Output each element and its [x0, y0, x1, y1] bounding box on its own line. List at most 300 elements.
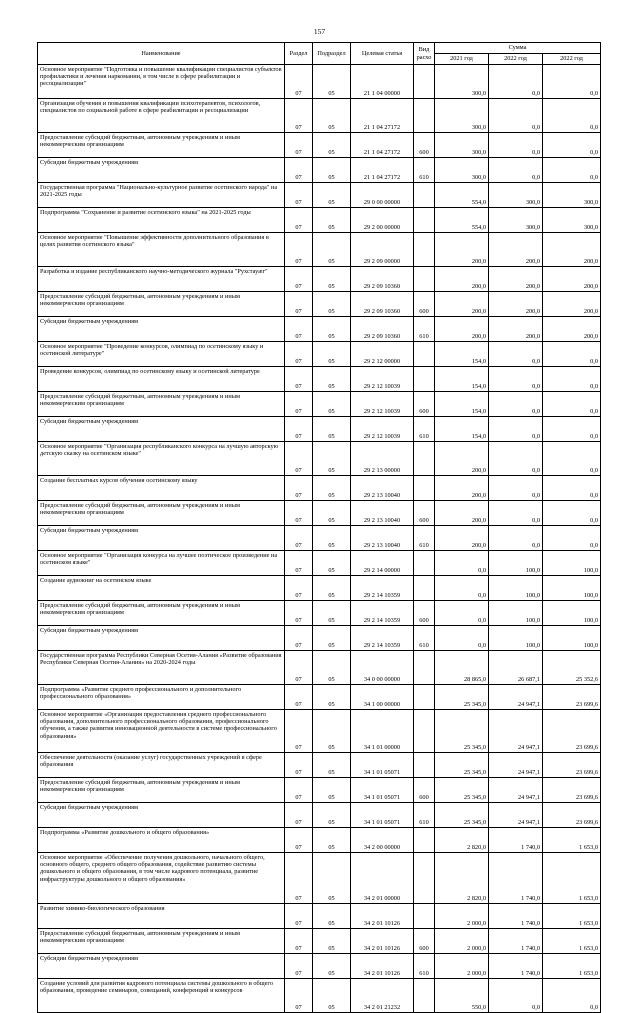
cell-target-article: 34 1 01 00000: [351, 710, 414, 753]
cell-section: 07: [285, 710, 313, 753]
cell-section: 07: [285, 651, 313, 685]
header-name: Наименование: [38, 43, 285, 65]
cell-target-article: 34 1 00 00000: [351, 685, 414, 710]
cell-sum-2022: 200,0: [489, 233, 543, 267]
cell-name: Подпрограмма «Развитие среднего профессионального и дополнительного профессионального образования»: [38, 685, 285, 710]
cell-sum-2022: 0,0: [489, 501, 543, 526]
cell-expense-type: [414, 442, 435, 476]
cell-sum-2022-b: 300,0: [543, 183, 601, 208]
table-row: [38, 99, 601, 133]
cell-expense-type: 610: [414, 526, 435, 551]
cell-expense-type: [414, 183, 435, 208]
cell-subsection: 05: [313, 954, 351, 979]
cell-target-article: 34 2 01 10126: [351, 929, 414, 954]
cell-sum-2022-b: 200,0: [543, 292, 601, 317]
cell-target-article: 29 2 14 10359: [351, 626, 414, 651]
cell-target-article: 29 2 13 10040: [351, 501, 414, 526]
cell-name: Предоставление субсидий бюджетным, автономным учреждениям и иным некоммерческим организациям: [38, 501, 285, 526]
cell-sum-2022: 0,0: [489, 442, 543, 476]
cell-expense-type: [414, 551, 435, 576]
cell-sum-2022: 26 687,1: [489, 651, 543, 685]
cell-sum-2022-b: 23 699,6: [543, 778, 601, 803]
cell-name: Основное мероприятие «Организация предоставления среднего профессионального образования, дополнительного профессионального образования, профессионального обучения, а также развития инновационной деятельности в системе профессионального образования»: [38, 710, 285, 753]
cell-subsection: 05: [313, 753, 351, 778]
cell-section: 07: [285, 99, 313, 133]
table-row: [38, 476, 601, 501]
table-row: [38, 929, 601, 954]
cell-subsection: 05: [313, 208, 351, 233]
cell-sum-2021: 200,0: [435, 476, 489, 501]
table-row: [38, 576, 601, 601]
table-row: [38, 778, 601, 803]
cell-sum-2022-b: 23 699,6: [543, 803, 601, 828]
cell-sum-2021: 300,0: [435, 99, 489, 133]
cell-section: 07: [285, 551, 313, 576]
cell-section: 07: [285, 979, 313, 1013]
cell-subsection: 05: [313, 803, 351, 828]
header-subsection: Подраздел: [313, 43, 351, 65]
cell-expense-type: [414, 710, 435, 753]
cell-name: Основное мероприятие "Организация республиканского конкурса на лучшую авторскую детскую сказку на осетинском языке": [38, 442, 285, 476]
budget-table: [37, 42, 601, 1013]
cell-sum-2022-b: 1 653,0: [543, 828, 601, 853]
cell-target-article: 34 2 01 21232: [351, 979, 414, 1013]
cell-target-article: 21 1 04 27172: [351, 133, 414, 158]
cell-sum-2021: 25 345,0: [435, 685, 489, 710]
table-row: [38, 853, 601, 904]
cell-sum-2021: 0,0: [435, 551, 489, 576]
cell-name: Субсидии бюджетным учреждениям: [38, 317, 285, 342]
cell-sum-2022: 0,0: [489, 133, 543, 158]
cell-target-article: 29 2 09 10360: [351, 292, 414, 317]
cell-sum-2022: 0,0: [489, 342, 543, 367]
cell-sum-2021: 154,0: [435, 367, 489, 392]
cell-section: 07: [285, 233, 313, 267]
cell-sum-2021: 200,0: [435, 501, 489, 526]
cell-sum-2022: 100,0: [489, 626, 543, 651]
cell-section: 07: [285, 65, 313, 99]
cell-name: Субсидии бюджетным учреждениям: [38, 158, 285, 183]
cell-sum-2021: 300,0: [435, 65, 489, 99]
cell-sum-2021: 0,0: [435, 626, 489, 651]
cell-subsection: 05: [313, 651, 351, 685]
cell-name: Предоставление субсидий бюджетным, автономным учреждениям и иным некоммерческим организациям: [38, 929, 285, 954]
cell-target-article: 29 2 12 00000: [351, 342, 414, 367]
cell-sum-2021: 25 345,0: [435, 803, 489, 828]
cell-target-article: 29 2 14 00000: [351, 551, 414, 576]
cell-section: 07: [285, 853, 313, 904]
table-row: [38, 233, 601, 267]
table-row: [38, 710, 601, 753]
cell-expense-type: [414, 576, 435, 601]
cell-subsection: 05: [313, 367, 351, 392]
cell-sum-2021: 0,0: [435, 576, 489, 601]
cell-section: 07: [285, 342, 313, 367]
cell-subsection: 05: [313, 317, 351, 342]
table-body: [38, 65, 601, 1013]
cell-name: Основное мероприятие "Подготовка и повышение квалификации специалистов субъектов профилактики и лечения наркомании, в том числе в сфере реабилитации и ресоциализации": [38, 65, 285, 99]
cell-sum-2021: 200,0: [435, 442, 489, 476]
cell-expense-type: [414, 904, 435, 929]
cell-target-article: 34 1 01 05071: [351, 778, 414, 803]
cell-target-article: 21 1 04 27172: [351, 99, 414, 133]
cell-section: 07: [285, 501, 313, 526]
table-row: [38, 267, 601, 292]
cell-expense-type: [414, 853, 435, 904]
cell-subsection: 05: [313, 626, 351, 651]
cell-sum-2022-b: 100,0: [543, 601, 601, 626]
cell-target-article: 21 1 04 27172: [351, 158, 414, 183]
cell-name: Основное мероприятие "Проведение конкурсов, олимпиад по осетинскому языку и осетинской литературе": [38, 342, 285, 367]
cell-subsection: 05: [313, 342, 351, 367]
cell-sum-2022: 200,0: [489, 292, 543, 317]
cell-section: 07: [285, 292, 313, 317]
cell-subsection: 05: [313, 979, 351, 1013]
cell-expense-type: [414, 65, 435, 99]
cell-sum-2022: 300,0: [489, 183, 543, 208]
table-row: [38, 442, 601, 476]
cell-section: 07: [285, 685, 313, 710]
cell-sum-2022: 100,0: [489, 601, 543, 626]
cell-sum-2022: 0,0: [489, 65, 543, 99]
cell-subsection: 05: [313, 392, 351, 417]
cell-section: 07: [285, 526, 313, 551]
cell-target-article: 34 2 01 10126: [351, 904, 414, 929]
cell-sum-2021: 2 000,0: [435, 904, 489, 929]
table-row: [38, 417, 601, 442]
cell-subsection: 05: [313, 501, 351, 526]
cell-subsection: 05: [313, 233, 351, 267]
cell-sum-2022-b: 200,0: [543, 267, 601, 292]
cell-section: 07: [285, 183, 313, 208]
cell-subsection: 05: [313, 853, 351, 904]
cell-name: Обеспечение деятельности (оказание услуг) государственных учреждений в сфере образования: [38, 753, 285, 778]
cell-section: 07: [285, 392, 313, 417]
cell-expense-type: 600: [414, 133, 435, 158]
cell-sum-2022: 200,0: [489, 317, 543, 342]
cell-sum-2022: 0,0: [489, 158, 543, 183]
cell-target-article: 29 0 00 00000: [351, 183, 414, 208]
cell-section: 07: [285, 267, 313, 292]
cell-subsection: 05: [313, 417, 351, 442]
cell-sum-2022-b: 0,0: [543, 392, 601, 417]
cell-subsection: 05: [313, 133, 351, 158]
cell-name: Разработка и издание республиканского научно-методического журнала "Рухстауæг": [38, 267, 285, 292]
table-row: [38, 954, 601, 979]
header-year-2022-b: 2022 год: [543, 54, 601, 65]
cell-expense-type: 610: [414, 417, 435, 442]
cell-expense-type: [414, 208, 435, 233]
table-row: [38, 526, 601, 551]
table-row: [38, 904, 601, 929]
cell-name: Основное мероприятие «Обеспечение получения дошкольного, начального общего, основного общего, среднего общего образования, содействие развитию системы дошкольного и общего образования, в том числе кадрового потенциала, развитие инфраструктуры дошкольного и общего образования»: [38, 853, 285, 904]
cell-expense-type: [414, 476, 435, 501]
cell-name: Подпрограмма «Развитие дошкольного и общего образования»: [38, 828, 285, 853]
cell-subsection: 05: [313, 710, 351, 753]
cell-sum-2022-b: 23 699,6: [543, 753, 601, 778]
header-section: Раздел: [285, 43, 313, 65]
table-row: [38, 828, 601, 853]
cell-section: 07: [285, 601, 313, 626]
cell-sum-2022: 0,0: [489, 476, 543, 501]
cell-name: Государственная программа Республики Северная Осетия-Алания «Развитие образования Республики Северная Осетия-Алания» на 2020-2024 годы: [38, 651, 285, 685]
cell-subsection: 05: [313, 576, 351, 601]
cell-sum-2021: 200,0: [435, 526, 489, 551]
cell-sum-2022-b: 200,0: [543, 233, 601, 267]
cell-name: Развитие химико-биологического образования: [38, 904, 285, 929]
cell-sum-2021: 200,0: [435, 292, 489, 317]
table-row: [38, 183, 601, 208]
cell-sum-2022: 0,0: [489, 417, 543, 442]
cell-section: 07: [285, 133, 313, 158]
table-row: [38, 501, 601, 526]
cell-target-article: 29 2 12 10039: [351, 367, 414, 392]
header-target-article: Целевая статья: [351, 43, 414, 65]
cell-name: Субсидии бюджетным учреждениям: [38, 626, 285, 651]
cell-name: Основное мероприятие "Организация конкурса на лучшее поэтическое произведение на осетинском языке": [38, 551, 285, 576]
cell-section: 07: [285, 626, 313, 651]
cell-sum-2022-b: 25 352,6: [543, 651, 601, 685]
cell-sum-2022-b: 0,0: [543, 99, 601, 133]
cell-sum-2021: 154,0: [435, 417, 489, 442]
table-row: [38, 292, 601, 317]
cell-section: 07: [285, 753, 313, 778]
cell-section: 07: [285, 954, 313, 979]
cell-section: 07: [285, 417, 313, 442]
cell-target-article: 29 2 00 00000: [351, 208, 414, 233]
cell-expense-type: 600: [414, 392, 435, 417]
cell-subsection: 05: [313, 601, 351, 626]
cell-subsection: 05: [313, 904, 351, 929]
cell-name: Субсидии бюджетным учреждениям: [38, 417, 285, 442]
cell-subsection: 05: [313, 828, 351, 853]
cell-sum-2021: 25 345,0: [435, 753, 489, 778]
cell-target-article: 29 2 14 10359: [351, 601, 414, 626]
cell-sum-2022: 1 740,0: [489, 828, 543, 853]
header-year-2021: 2021 год: [435, 54, 489, 65]
cell-sum-2022-b: 0,0: [543, 158, 601, 183]
cell-sum-2022-b: 300,0: [543, 208, 601, 233]
cell-sum-2021: 2 000,0: [435, 929, 489, 954]
cell-sum-2022-b: 100,0: [543, 626, 601, 651]
cell-sum-2022-b: 23 699,6: [543, 685, 601, 710]
cell-name: Государственная программа "Национально-культурное развитие осетинского народа" на 2021-2025 годы: [38, 183, 285, 208]
cell-sum-2022: 0,0: [489, 99, 543, 133]
table-row: [38, 65, 601, 99]
cell-expense-type: [414, 753, 435, 778]
cell-name: Предоставление субсидий бюджетным, автономным учреждениям и иным некоммерческим организациям: [38, 601, 285, 626]
cell-target-article: 29 2 13 10040: [351, 476, 414, 501]
table-row: [38, 626, 601, 651]
cell-target-article: 29 2 09 10360: [351, 267, 414, 292]
cell-sum-2022: 1 740,0: [489, 954, 543, 979]
cell-sum-2022-b: 200,0: [543, 317, 601, 342]
cell-section: 07: [285, 904, 313, 929]
cell-sum-2022-b: 0,0: [543, 417, 601, 442]
cell-sum-2022: 100,0: [489, 576, 543, 601]
cell-sum-2021: 200,0: [435, 233, 489, 267]
cell-target-article: 34 2 00 00000: [351, 828, 414, 853]
cell-subsection: 05: [313, 183, 351, 208]
cell-sum-2022-b: 1 653,0: [543, 853, 601, 904]
cell-target-article: 29 2 09 10360: [351, 317, 414, 342]
cell-subsection: 05: [313, 526, 351, 551]
cell-subsection: 05: [313, 99, 351, 133]
cell-target-article: 34 0 00 00000: [351, 651, 414, 685]
cell-sum-2021: 2 820,0: [435, 828, 489, 853]
cell-section: 07: [285, 828, 313, 853]
cell-target-article: 34 2 01 00000: [351, 853, 414, 904]
cell-subsection: 05: [313, 685, 351, 710]
cell-subsection: 05: [313, 65, 351, 99]
cell-sum-2022: 24 947,1: [489, 753, 543, 778]
cell-section: 07: [285, 476, 313, 501]
cell-target-article: 34 1 01 05071: [351, 753, 414, 778]
cell-expense-type: [414, 828, 435, 853]
cell-subsection: 05: [313, 476, 351, 501]
cell-sum-2021: 300,0: [435, 158, 489, 183]
cell-expense-type: 610: [414, 158, 435, 183]
cell-section: 07: [285, 317, 313, 342]
cell-sum-2022-b: 1 653,0: [543, 904, 601, 929]
cell-section: 07: [285, 158, 313, 183]
cell-expense-type: [414, 685, 435, 710]
cell-sum-2022: 1 740,0: [489, 853, 543, 904]
cell-section: 07: [285, 367, 313, 392]
cell-name: Предоставление субсидий бюджетным, автономным учреждениям и иным некоммерческим организациям: [38, 133, 285, 158]
cell-sum-2022-b: 0,0: [543, 342, 601, 367]
cell-sum-2022: 0,0: [489, 526, 543, 551]
cell-section: 07: [285, 778, 313, 803]
cell-section: 07: [285, 442, 313, 476]
cell-expense-type: [414, 979, 435, 1013]
cell-subsection: 05: [313, 929, 351, 954]
cell-section: 07: [285, 208, 313, 233]
cell-name: Предоставление субсидий бюджетным, автономным учреждениям и иным некоммерческим организациям: [38, 392, 285, 417]
cell-section: 07: [285, 576, 313, 601]
cell-sum-2021: 2 000,0: [435, 954, 489, 979]
cell-sum-2022-b: 0,0: [543, 367, 601, 392]
table-row: [38, 133, 601, 158]
cell-expense-type: 600: [414, 778, 435, 803]
cell-subsection: 05: [313, 158, 351, 183]
table-row: [38, 551, 601, 576]
cell-name: Предоставление субсидий бюджетным, автономным учреждениям и иным некоммерческим организациям: [38, 292, 285, 317]
table-row: [38, 367, 601, 392]
table-row: [38, 342, 601, 367]
cell-sum-2022-b: 0,0: [543, 979, 601, 1013]
cell-name: Субсидии бюджетным учреждениям: [38, 803, 285, 828]
cell-sum-2022-b: 0,0: [543, 526, 601, 551]
cell-target-article: 29 2 12 10039: [351, 392, 414, 417]
cell-sum-2022-b: 23 699,6: [543, 710, 601, 753]
cell-sum-2021: 154,0: [435, 392, 489, 417]
cell-subsection: 05: [313, 778, 351, 803]
cell-target-article: 34 1 01 05071: [351, 803, 414, 828]
cell-subsection: 05: [313, 442, 351, 476]
cell-expense-type: 600: [414, 292, 435, 317]
cell-sum-2022: 300,0: [489, 208, 543, 233]
table-row: [38, 601, 601, 626]
cell-name: Субсидии бюджетным учреждениям: [38, 526, 285, 551]
header-expense-type: Вид расхо: [414, 43, 435, 65]
cell-target-article: 29 2 13 10040: [351, 526, 414, 551]
table-row: [38, 979, 601, 1013]
header-year-2022: 2022 год: [489, 54, 543, 65]
cell-sum-2021: 154,0: [435, 342, 489, 367]
table-row: [38, 208, 601, 233]
cell-target-article: 29 2 14 10359: [351, 576, 414, 601]
table-row: [38, 158, 601, 183]
header-sum: Сумма: [435, 43, 601, 54]
cell-sum-2021: 200,0: [435, 267, 489, 292]
cell-expense-type: 610: [414, 626, 435, 651]
table-row: [38, 753, 601, 778]
cell-sum-2021: 554,0: [435, 208, 489, 233]
cell-sum-2022-b: 0,0: [543, 442, 601, 476]
cell-name: Создание условий для развития кадрового потенциала системы дошкольного и общего образования, проведение семинаров, совещаний, конференций и конкурсов: [38, 979, 285, 1013]
cell-sum-2021: 25 345,0: [435, 778, 489, 803]
cell-sum-2022: 1 740,0: [489, 929, 543, 954]
cell-name: Предоставление субсидий бюджетным, автономным учреждениям и иным некоммерческим организациям: [38, 778, 285, 803]
cell-sum-2022-b: 1 653,0: [543, 954, 601, 979]
cell-sum-2022: 0,0: [489, 367, 543, 392]
cell-expense-type: 610: [414, 954, 435, 979]
cell-subsection: 05: [313, 267, 351, 292]
table-row: [38, 317, 601, 342]
cell-sum-2022-b: 0,0: [543, 133, 601, 158]
cell-subsection: 05: [313, 292, 351, 317]
cell-sum-2021: 28 865,0: [435, 651, 489, 685]
cell-expense-type: 610: [414, 803, 435, 828]
cell-expense-type: [414, 99, 435, 133]
cell-target-article: 29 2 09 00000: [351, 233, 414, 267]
cell-expense-type: [414, 342, 435, 367]
cell-expense-type: [414, 367, 435, 392]
cell-expense-type: 600: [414, 601, 435, 626]
cell-sum-2022: 0,0: [489, 979, 543, 1013]
table-row: [38, 651, 601, 685]
cell-sum-2021: 2 820,0: [435, 853, 489, 904]
cell-sum-2022-b: 0,0: [543, 476, 601, 501]
table-row: [38, 685, 601, 710]
cell-expense-type: [414, 233, 435, 267]
cell-sum-2022-b: 0,0: [543, 65, 601, 99]
cell-sum-2021: 200,0: [435, 317, 489, 342]
cell-expense-type: [414, 267, 435, 292]
cell-sum-2021: 25 345,0: [435, 710, 489, 753]
cell-name: Организация обучения и повышения квалификации психотерапевтов, психологов, специалистов по социальной работе в сфере реабилитации и ресоциализации: [38, 99, 285, 133]
cell-subsection: 05: [313, 551, 351, 576]
cell-name: Субсидии бюджетным учреждениям: [38, 954, 285, 979]
cell-sum-2022-b: 0,0: [543, 501, 601, 526]
cell-expense-type: 600: [414, 501, 435, 526]
table-row: [38, 803, 601, 828]
cell-sum-2021: 0,0: [435, 601, 489, 626]
page-number: 157: [313, 27, 326, 36]
cell-section: 07: [285, 929, 313, 954]
cell-expense-type: [414, 651, 435, 685]
cell-target-article: 29 2 12 10039: [351, 417, 414, 442]
cell-sum-2022: 24 947,1: [489, 803, 543, 828]
cell-sum-2022: 24 947,1: [489, 685, 543, 710]
cell-sum-2022-b: 100,0: [543, 551, 601, 576]
cell-target-article: 21 1 04 00000: [351, 65, 414, 99]
cell-sum-2022: 24 947,1: [489, 710, 543, 753]
cell-sum-2022: 1 740,0: [489, 904, 543, 929]
cell-expense-type: 610: [414, 317, 435, 342]
cell-target-article: 34 2 01 10126: [351, 954, 414, 979]
